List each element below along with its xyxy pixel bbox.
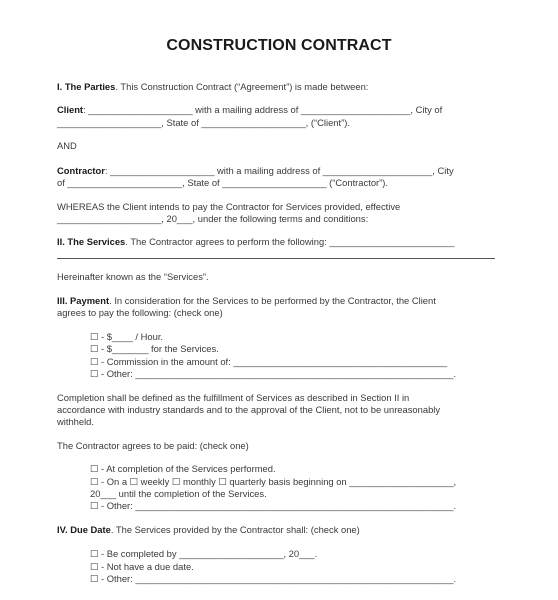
client-line: Client: ____________________ with a mailing address of _____________________, City of — [57, 104, 443, 115]
contractor-state-line: of ______________________, State of ____________________ (“Contractor”). — [57, 177, 388, 188]
option-commission: ☐ - Commission in the amount of: _________________________________________ — [90, 356, 448, 367]
parties-heading-line: I. The Parties. This Construction Contract (“Agreement”) is made between: — [57, 81, 369, 92]
option-no-due-date: ☐ - Not have a due date. — [90, 561, 194, 572]
whereas-line: WHEREAS the Client intends to pay the Contractor for Services provided, effective — [57, 201, 401, 212]
option-completed-by: ☐ - Be completed by ____________________, 20___. — [90, 548, 318, 559]
contractor-line: Contractor: ____________________ with a mailing address of _____________________, City — [57, 165, 454, 176]
completion-line-2: accordance with industry standards and to the approval of the Client, not to be unreasonably — [57, 404, 441, 415]
option-periodic-cont: 20___ until the completion of the Services. — [90, 488, 267, 499]
option-other-due: ☐ - Other: _____________________________________________________________. — [90, 573, 457, 584]
services-blank-rule — [57, 258, 495, 259]
option-at-completion: ☐ - At completion of the Services performed. — [90, 463, 276, 474]
payment-heading-line: III. Payment. In consideration for the Services to be performed by the Contractor, the Client — [57, 295, 436, 306]
option-fixed: ☐ - $_______ for the Services. — [90, 343, 219, 354]
paid-heading-line: The Contractor agrees to be paid: (check one) — [57, 440, 249, 451]
completion-line-3: withheld. — [57, 416, 95, 427]
services-heading-line: II. The Services. The Contractor agrees to perform the following: ________________________ — [57, 236, 455, 247]
effective-date-line: ____________________, 20___, under the following terms and conditions: — [57, 213, 369, 224]
document-title: CONSTRUCTION CONTRACT — [166, 37, 392, 54]
option-other-paid: ☐ - Other: _____________________________________________________________. — [90, 500, 457, 511]
option-periodic: ☐ - On a ☐ weekly ☐ monthly ☐ quarterly basis beginning on ____________________, — [90, 476, 457, 487]
payment-check-line: agrees to pay the following: (check one) — [57, 307, 223, 318]
option-hourly: ☐ - $____ / Hour. — [90, 331, 164, 342]
services-known-line: Hereinafter known as the “Services”. — [57, 271, 209, 282]
client-state-line: ____________________, State of ____________________, (“Client”). — [57, 117, 350, 128]
option-other-payment: ☐ - Other: _____________________________________________________________. — [90, 368, 457, 379]
completion-line-1: Completion shall be defined as the fulfillment of Services as described in Section II in — [57, 392, 410, 403]
due-date-heading-line: IV. Due Date. The Services provided by the Contractor shall: (check one) — [57, 524, 360, 535]
and-line: AND — [57, 140, 77, 151]
